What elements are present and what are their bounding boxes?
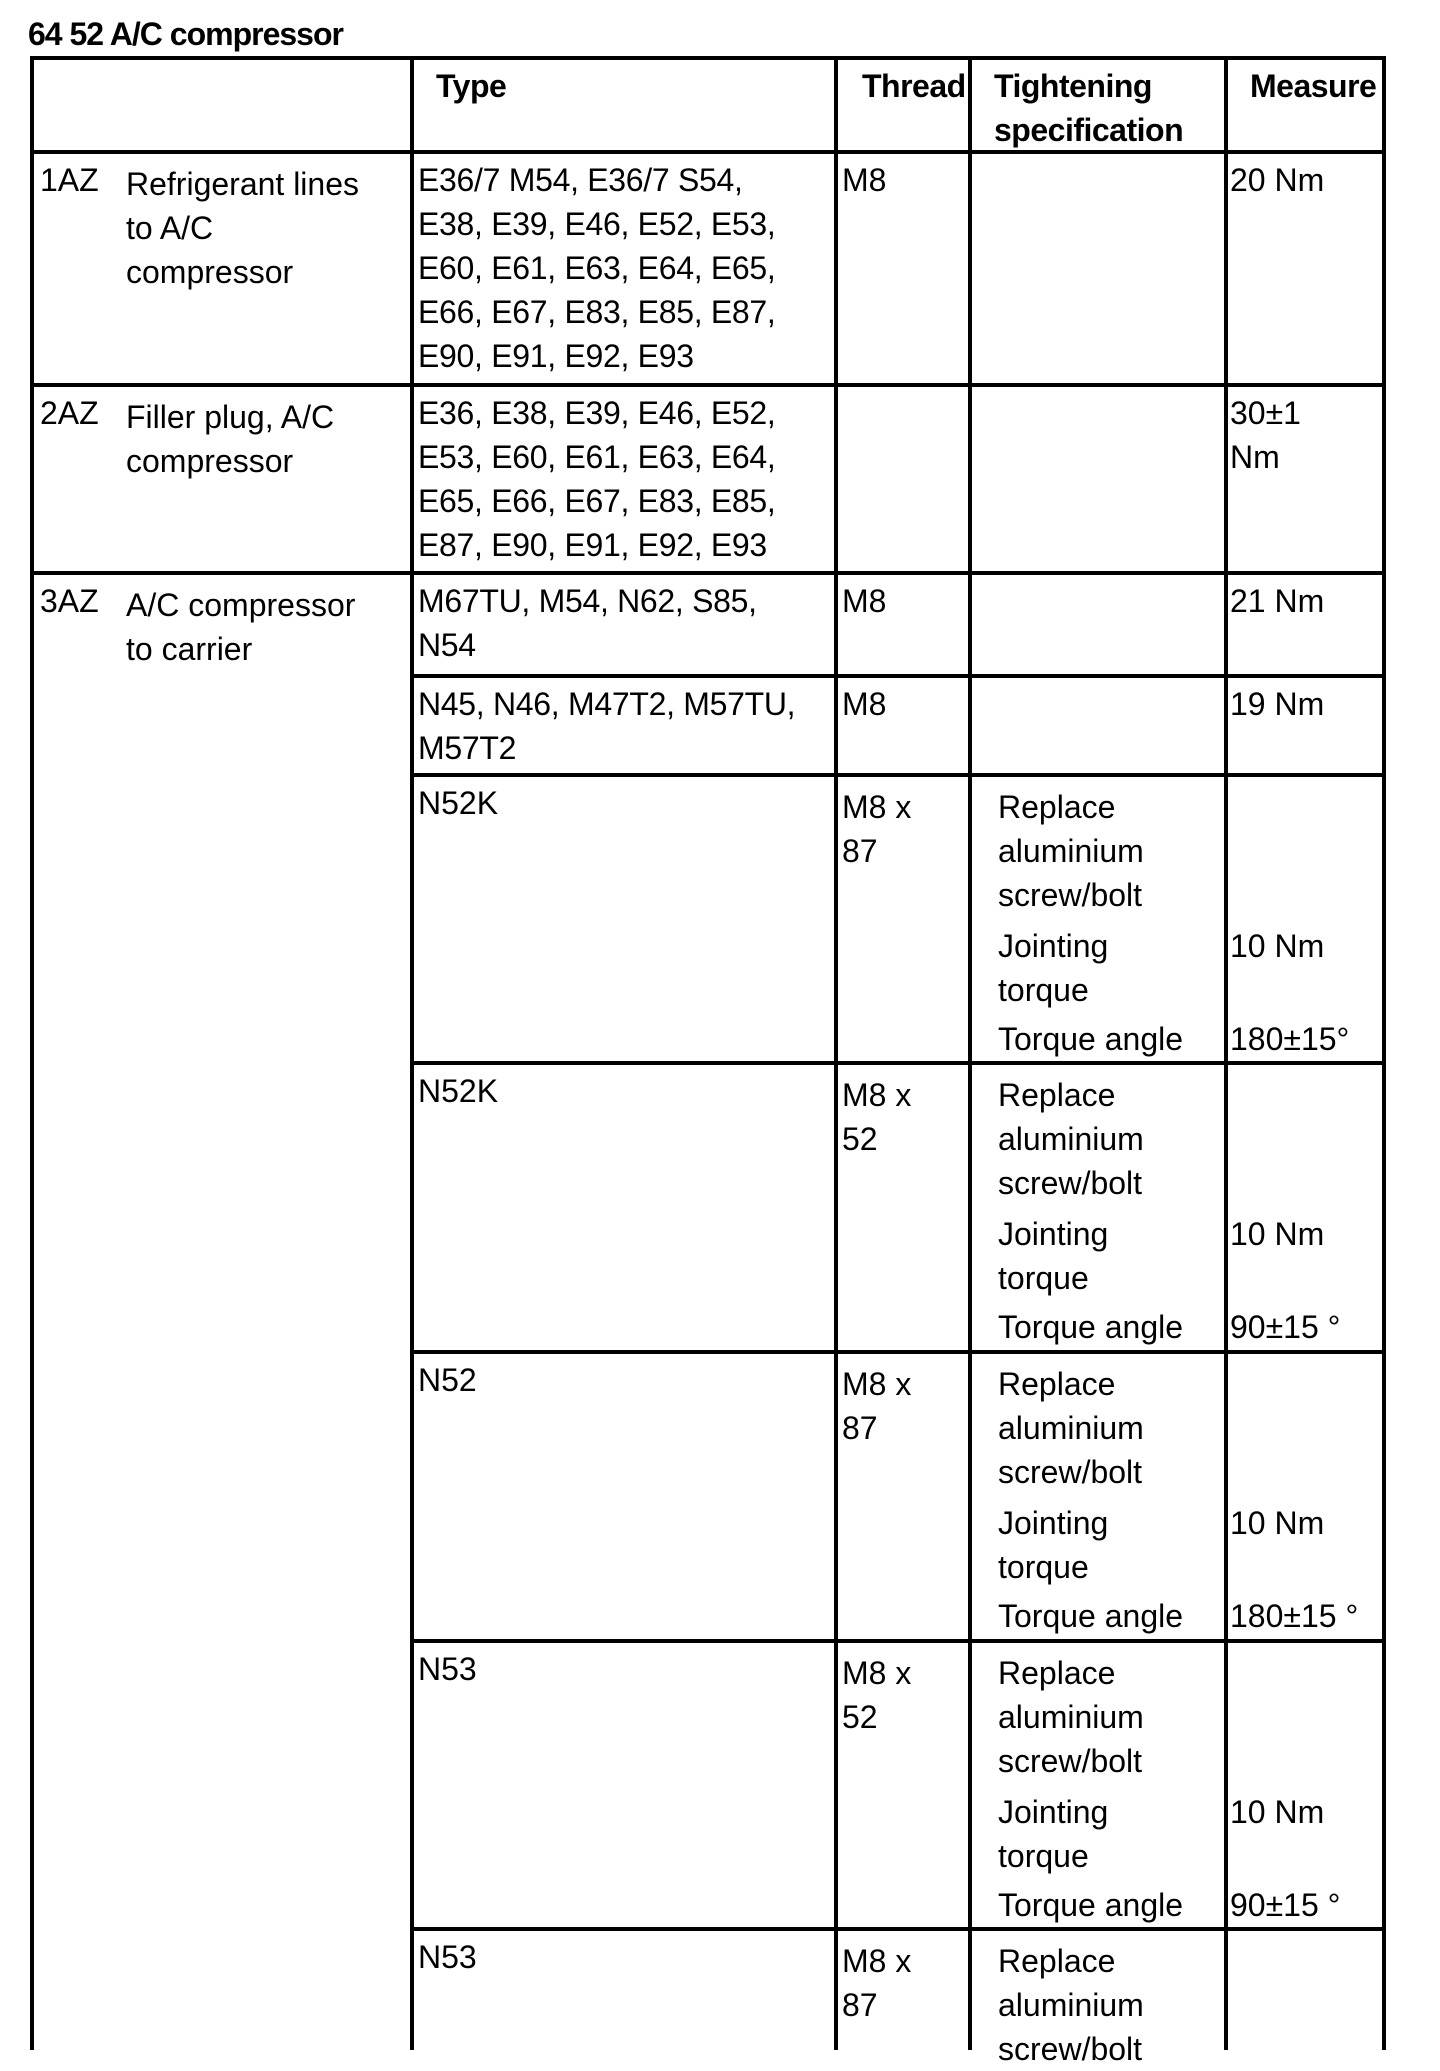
sub-row-type: N45, N46, M47T2, M57TU, M57T2 xyxy=(418,686,796,766)
sub-row-measure-angle: 90±15 ° xyxy=(1230,1309,1341,1345)
row-code: 1AZ xyxy=(40,162,99,198)
sub-row-thread: M8 x 52 xyxy=(842,1077,912,1157)
sub-row-type: N53 xyxy=(418,1651,477,1687)
sub-row-spec-angle: Torque angle xyxy=(998,1309,1184,1345)
sub-row-measure-angle: 180±15° xyxy=(1230,1021,1350,1057)
sub-row-measure-angle: 90±15 ° xyxy=(1230,1887,1341,1923)
row-type: E36/7 M54, E36/7 S54, E38, E39, E46, E52, E53, E60, E61, E63, E64, E65, E66, E67, E83, E85, E87, E90, E91, E92, E93 xyxy=(418,162,776,374)
row-thread: M8 xyxy=(842,162,887,198)
sub-row-spec-jointing: Jointing torque xyxy=(998,1216,1109,1296)
header-thread: Thread xyxy=(862,68,966,104)
sub-row-thread: M8 x 52 xyxy=(842,1655,912,1735)
table-rule xyxy=(410,1927,1386,1931)
sub-row-type: N52K xyxy=(418,785,499,821)
sub-row-thread: M8 xyxy=(842,686,887,722)
table-rule xyxy=(410,773,1386,777)
table-rule xyxy=(410,1350,1386,1354)
sub-row-spec-replace: Replace aluminium screw/bolt xyxy=(998,1366,1144,1490)
sub-row-spec-jointing: Jointing torque xyxy=(998,928,1109,1008)
document-title: 64 52 A/C compressor xyxy=(28,16,343,52)
sub-row-measure-jointing: 10 Nm xyxy=(1230,928,1325,964)
table-rule xyxy=(30,383,1386,387)
sub-row-spec-replace: Replace aluminium screw/bolt xyxy=(998,1943,1144,2067)
table-rule xyxy=(410,56,414,2050)
sub-row-spec-jointing: Jointing torque xyxy=(998,1794,1109,1874)
sub-row-measure-angle: 180±15 ° xyxy=(1230,1598,1359,1634)
sub-row-thread: M8 x 87 xyxy=(842,1366,912,1446)
table-rule xyxy=(1382,56,1386,154)
sub-row-spec-angle: Torque angle xyxy=(998,1887,1184,1923)
table-rule xyxy=(30,56,1386,60)
sub-row-type: N52 xyxy=(418,1362,477,1398)
table-rule xyxy=(1224,56,1228,2050)
sub-row-thread: M8 x 87 xyxy=(842,1943,912,2023)
row-code: 3AZ xyxy=(40,583,99,619)
sub-row-measure-jointing: 10 Nm xyxy=(1230,1216,1325,1252)
header-type: Type xyxy=(436,68,507,104)
table-rule xyxy=(410,1639,1386,1643)
sub-row-measure: 21 Nm xyxy=(1230,583,1325,619)
sub-row-spec-replace: Replace aluminium screw/bolt xyxy=(998,1655,1144,1779)
sub-row-thread: M8 xyxy=(842,583,887,619)
sub-row-spec-angle: Torque angle xyxy=(998,1021,1184,1057)
table-rule xyxy=(834,56,838,2050)
sub-row-type: N52K xyxy=(418,1073,499,1109)
header-measure: Measure xyxy=(1250,68,1377,104)
row-description: A/C compressor to carrier xyxy=(126,587,356,667)
sub-row-measure-jointing: 10 Nm xyxy=(1230,1794,1325,1830)
table-rule xyxy=(1382,150,1386,2050)
sub-row-type: N53 xyxy=(418,1939,477,1975)
sub-row-measure-jointing: 10 Nm xyxy=(1230,1505,1325,1541)
table-rule xyxy=(30,56,34,2050)
table-rule xyxy=(30,571,1386,575)
sub-row-spec-replace: Replace aluminium screw/bolt xyxy=(998,789,1144,913)
row-type: E36, E38, E39, E46, E52, E53, E60, E61, E63, E64, E65, E66, E67, E83, E85, E87, E90, E91, E92, E93 xyxy=(418,395,776,563)
sub-row-spec-jointing: Jointing torque xyxy=(998,1505,1109,1585)
row-code: 2AZ xyxy=(40,395,99,431)
sub-row-thread: M8 x 87 xyxy=(842,789,912,869)
sub-row-spec-angle: Torque angle xyxy=(998,1598,1184,1634)
sub-row-measure: 19 Nm xyxy=(1230,686,1325,722)
row-measure: 20 Nm xyxy=(1230,162,1325,198)
row-description: Refrigerant lines to A/C compressor xyxy=(126,166,359,290)
row-description: Filler plug, A/C compressor xyxy=(126,399,335,479)
header-tightening: Tightening specification xyxy=(994,68,1184,148)
table-rule xyxy=(410,1061,1386,1065)
table-rule xyxy=(410,674,1386,678)
table-rule xyxy=(968,56,972,2050)
sub-row-type: M67TU, M54, N62, S85, N54 xyxy=(418,583,757,663)
row-measure: 30±1 Nm xyxy=(1230,395,1301,475)
sub-row-spec-replace: Replace aluminium screw/bolt xyxy=(998,1077,1144,1201)
